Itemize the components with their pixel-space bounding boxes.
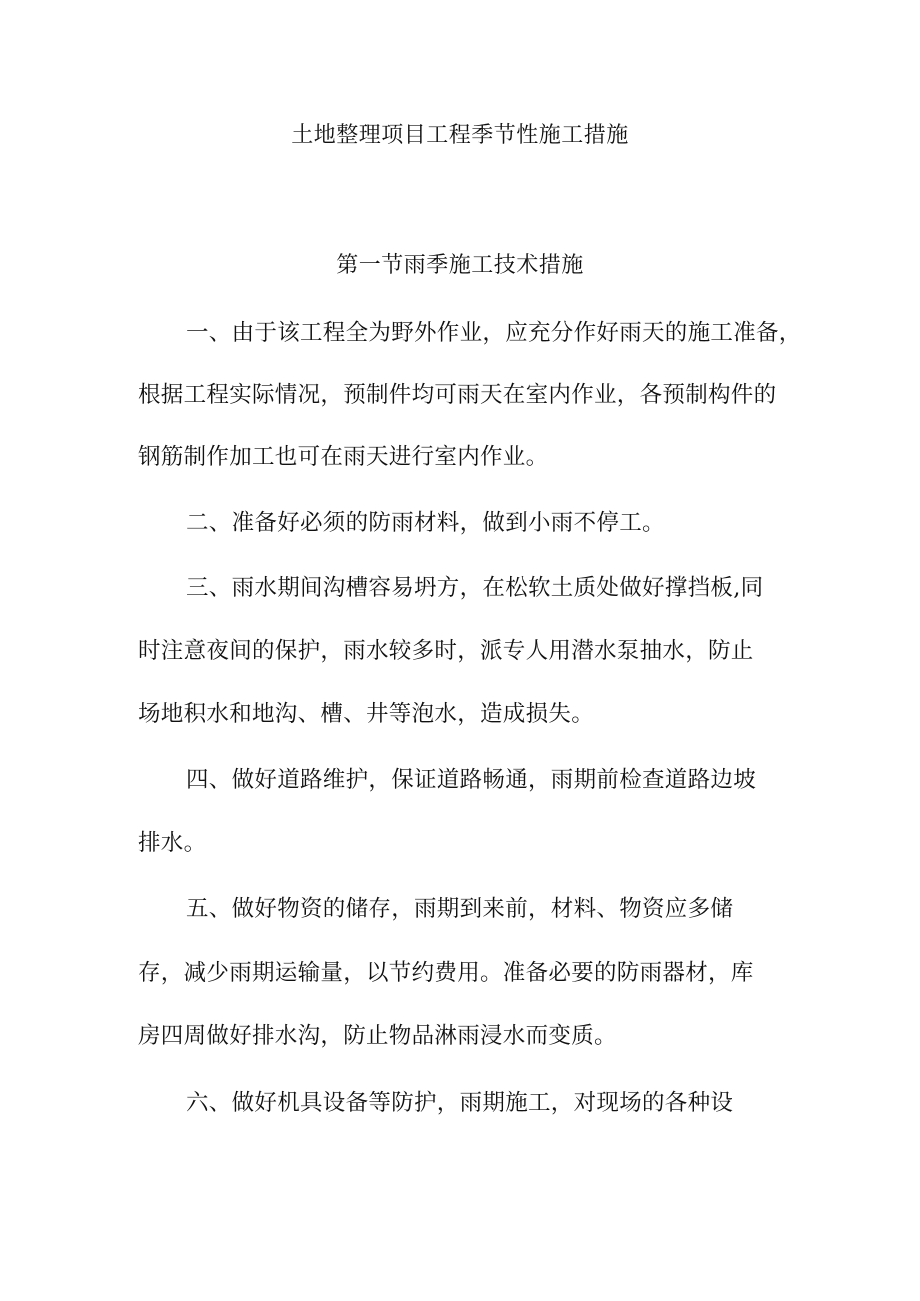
paragraph-2-line-1: 二、准备好必须的防雨材料，做到小雨不停工。	[186, 510, 665, 536]
paragraph-1-line-1: 一、由于该工程全为野外作业，应充分作好雨天的施工准备，	[186, 320, 802, 346]
paragraph-4-line-1: 四、做好道路维护，保证道路畅通，雨期前检查道路边坡	[186, 767, 757, 793]
document-title: 土地整理项目工程季节性施工措施	[291, 123, 629, 148]
section-title: 第一节雨季施工技术措施	[336, 253, 584, 278]
paragraph-3-line-2: 时注意夜间的保护，雨水较多时，派专人用潜水泵抽水，防止	[138, 638, 754, 664]
paragraph-6-line-1: 六、做好机具设备等防护，雨期施工，对现场的各种设	[186, 1090, 734, 1116]
paragraph-1-line-3: 钢筋制作加工也可在雨天进行室内作业。	[138, 444, 549, 470]
paragraph-4-line-2: 排水。	[138, 830, 207, 856]
paragraph-1-line-2: 根据工程实际情况，预制件均可雨天在室内作业，各预制构件的	[138, 382, 777, 408]
paragraph-3-line-3: 场地积水和地沟、槽、井等泡水，造成损失。	[138, 701, 595, 727]
paragraph-3-line-1: 三、雨水期间沟槽容易坍方，在松软土质处做好撑挡板,同	[186, 575, 764, 601]
paragraph-5-line-2: 存，减少雨期运输量，以节约费用。准备必要的防雨器材，库	[138, 960, 754, 986]
paragraph-5-line-1: 五、做好物资的储存，雨期到来前，材料、物资应多储	[186, 896, 734, 922]
paragraph-5-line-3: 房四周做好排水沟，防止物品淋雨浸水而变质。	[138, 1023, 617, 1049]
